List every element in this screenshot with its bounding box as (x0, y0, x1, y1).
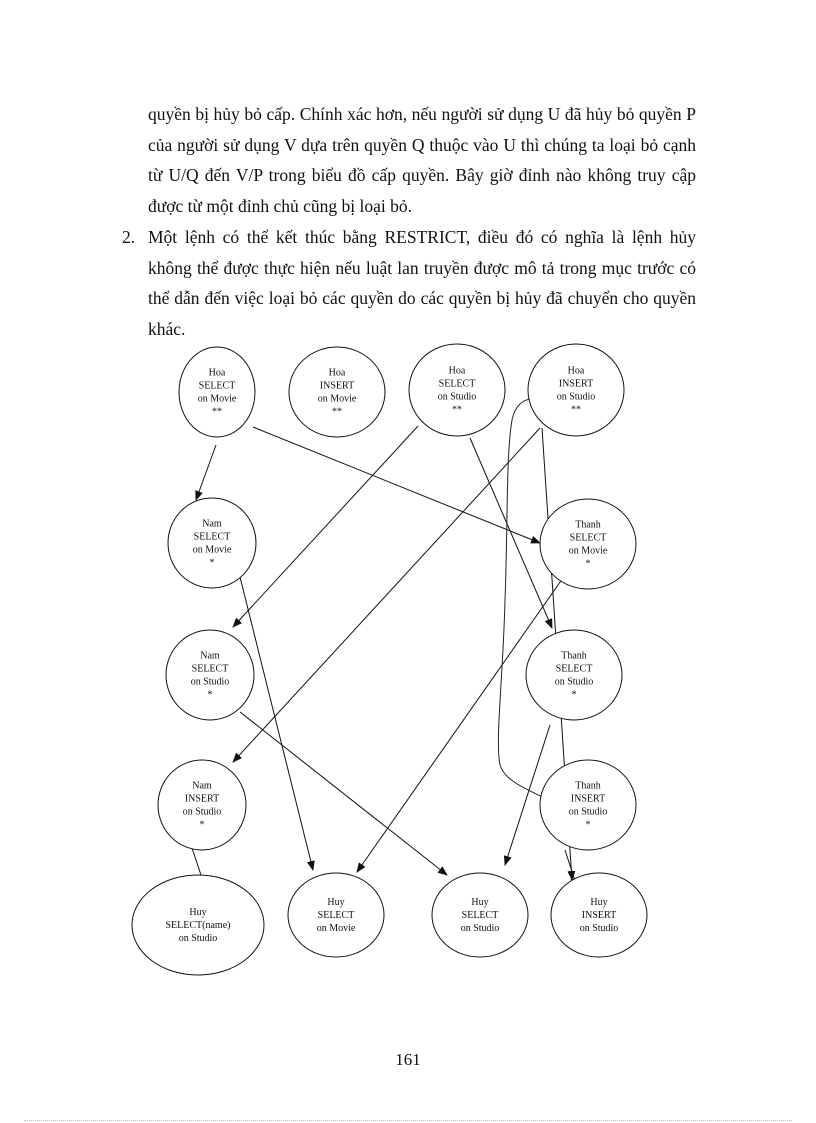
node-label-line: SELECT (191, 663, 229, 675)
node-label-line: SELECT (438, 378, 476, 390)
node-label-line: * (571, 689, 577, 701)
node-nam-insert-studio (158, 760, 246, 850)
node-label-line: * (585, 558, 591, 570)
node-label-line: SELECT (317, 910, 355, 921)
node-ellipse (168, 498, 256, 588)
node-label-line: ** (571, 404, 581, 416)
node-label-line: Thanh (561, 650, 587, 662)
node-thanh-select-studio (526, 630, 622, 720)
node-label-line: Thanh (575, 780, 601, 792)
node-label-line: Nam (192, 780, 212, 792)
bottom-divider (24, 1120, 792, 1121)
node-label-line: on Movie (568, 545, 608, 557)
node-ellipse (540, 760, 636, 850)
node-ellipse (540, 499, 636, 589)
node-hoa-insert-movie (289, 347, 385, 437)
node-label-line: SELECT (193, 531, 231, 543)
node-label-line: on Studio (178, 933, 218, 944)
node-label-line: Huy (327, 897, 345, 908)
node-thanh-select-movie (540, 499, 636, 589)
node-label-line: on Studio (460, 923, 500, 934)
node-label-line: SELECT (461, 910, 499, 921)
node-label-line: on Studio (437, 391, 477, 403)
node-huy-select-movie (288, 873, 384, 957)
node-label-line: on Studio (190, 676, 230, 688)
node-label-line: INSERT (558, 378, 594, 390)
node-hoa-select-movie (179, 347, 255, 437)
node-label-line: on Studio (554, 676, 594, 688)
node-label-line: Nam (202, 518, 222, 530)
node-label-line: on Studio (182, 806, 222, 818)
node-label-line: Thanh (575, 519, 601, 531)
edge-hoa-insert-studio-to-nam-insert-studio (233, 428, 540, 762)
node-label-line: on Movie (197, 393, 237, 405)
edge-thanh-select-movie-to-huy-select-movie (357, 575, 565, 872)
node-label-line: SELECT (569, 532, 607, 544)
nodes-layer (132, 344, 647, 975)
node-ellipse (158, 760, 246, 850)
node-label-line: * (209, 557, 215, 569)
node-label-line: SELECT (555, 663, 593, 675)
node-label-line: INSERT (581, 910, 617, 921)
node-hoa-select-studio (409, 344, 505, 436)
node-ellipse (179, 347, 255, 437)
node-label-line: Huy (590, 897, 608, 908)
node-label-line: Hoa (328, 367, 346, 379)
node-label-line: on Studio (556, 391, 596, 403)
node-ellipse (289, 347, 385, 437)
list-item-number: 2. (122, 227, 136, 247)
node-ellipse (526, 630, 622, 720)
node-label-line: Hoa (448, 365, 466, 377)
node-label-line: ** (332, 406, 342, 418)
node-label-line: on Movie (192, 544, 232, 556)
node-label-line: Nam (200, 650, 220, 662)
node-label-line: Huy (189, 907, 207, 918)
node-huy-select-name-studio (132, 875, 264, 975)
node-label-line: Hoa (208, 367, 226, 379)
node-label-line: on Studio (579, 923, 619, 934)
node-thanh-insert-studio (540, 760, 636, 850)
node-label-line: * (585, 819, 591, 831)
node-nam-select-studio (166, 630, 254, 720)
node-label-line: Huy (471, 897, 489, 908)
node-ellipse (166, 630, 254, 720)
node-label-line: Hoa (567, 365, 585, 377)
edge-hoa-select-movie-to-thanh-select-movie (253, 427, 540, 543)
node-label-line: * (199, 819, 205, 831)
node-label-line: INSERT (184, 793, 220, 805)
edge-hoa-select-studio-to-thanh-select-studio (470, 438, 552, 628)
edge-nam-select-movie-to-huy-select-movie (240, 577, 313, 870)
hand-drawn-curve (498, 399, 548, 800)
node-nam-select-movie (168, 498, 256, 588)
node-label-line: * (207, 689, 213, 701)
list-item-text: Một lệnh có thể kết thúc bằng RESTRICT, điều đó có nghĩa là lệnh hủy không thể được thực hiện nếu luật lan truyền được mô tả trong mục trước có thể dẫn đến việc loại bỏ các quyền do các quyền bị hủy đã chuyển cho quyền khác. (148, 227, 696, 339)
node-label-line: on Studio (568, 806, 608, 818)
node-label-line: INSERT (319, 380, 355, 392)
node-label-line: on Movie (316, 923, 356, 934)
node-ellipse (528, 344, 624, 436)
edge-nam-select-studio-to-huy-select-studio (240, 712, 447, 875)
page-number: 161 (395, 1050, 421, 1069)
edge-hoa-select-movie-to-nam-select-movie (196, 445, 216, 500)
node-label-line: on Movie (317, 393, 357, 405)
node-hoa-insert-studio (528, 344, 624, 436)
node-label-line: SELECT(name) (165, 920, 231, 931)
node-huy-select-studio (432, 873, 528, 957)
node-ellipse (409, 344, 505, 436)
node-huy-insert-studio (551, 873, 647, 957)
node-label-line: ** (452, 404, 462, 416)
node-label-line: INSERT (570, 793, 606, 805)
node-label-line: SELECT (198, 380, 236, 392)
paragraph-continuation: quyền bị hủy bỏ cấp. Chính xác hơn, nếu người sử dụng U đã hủy bỏ quyền P của người sử dụng V dựa trên quyền Q thuộc vào U thì chúng ta loại bỏ cạnh từ U/Q đến V/P trong biểu đồ cấp quyền. Bây giờ đỉnh nào không truy cập được từ một đỉnh chủ cũng bị loại bỏ. (148, 104, 696, 216)
node-label-line: ** (212, 406, 222, 418)
